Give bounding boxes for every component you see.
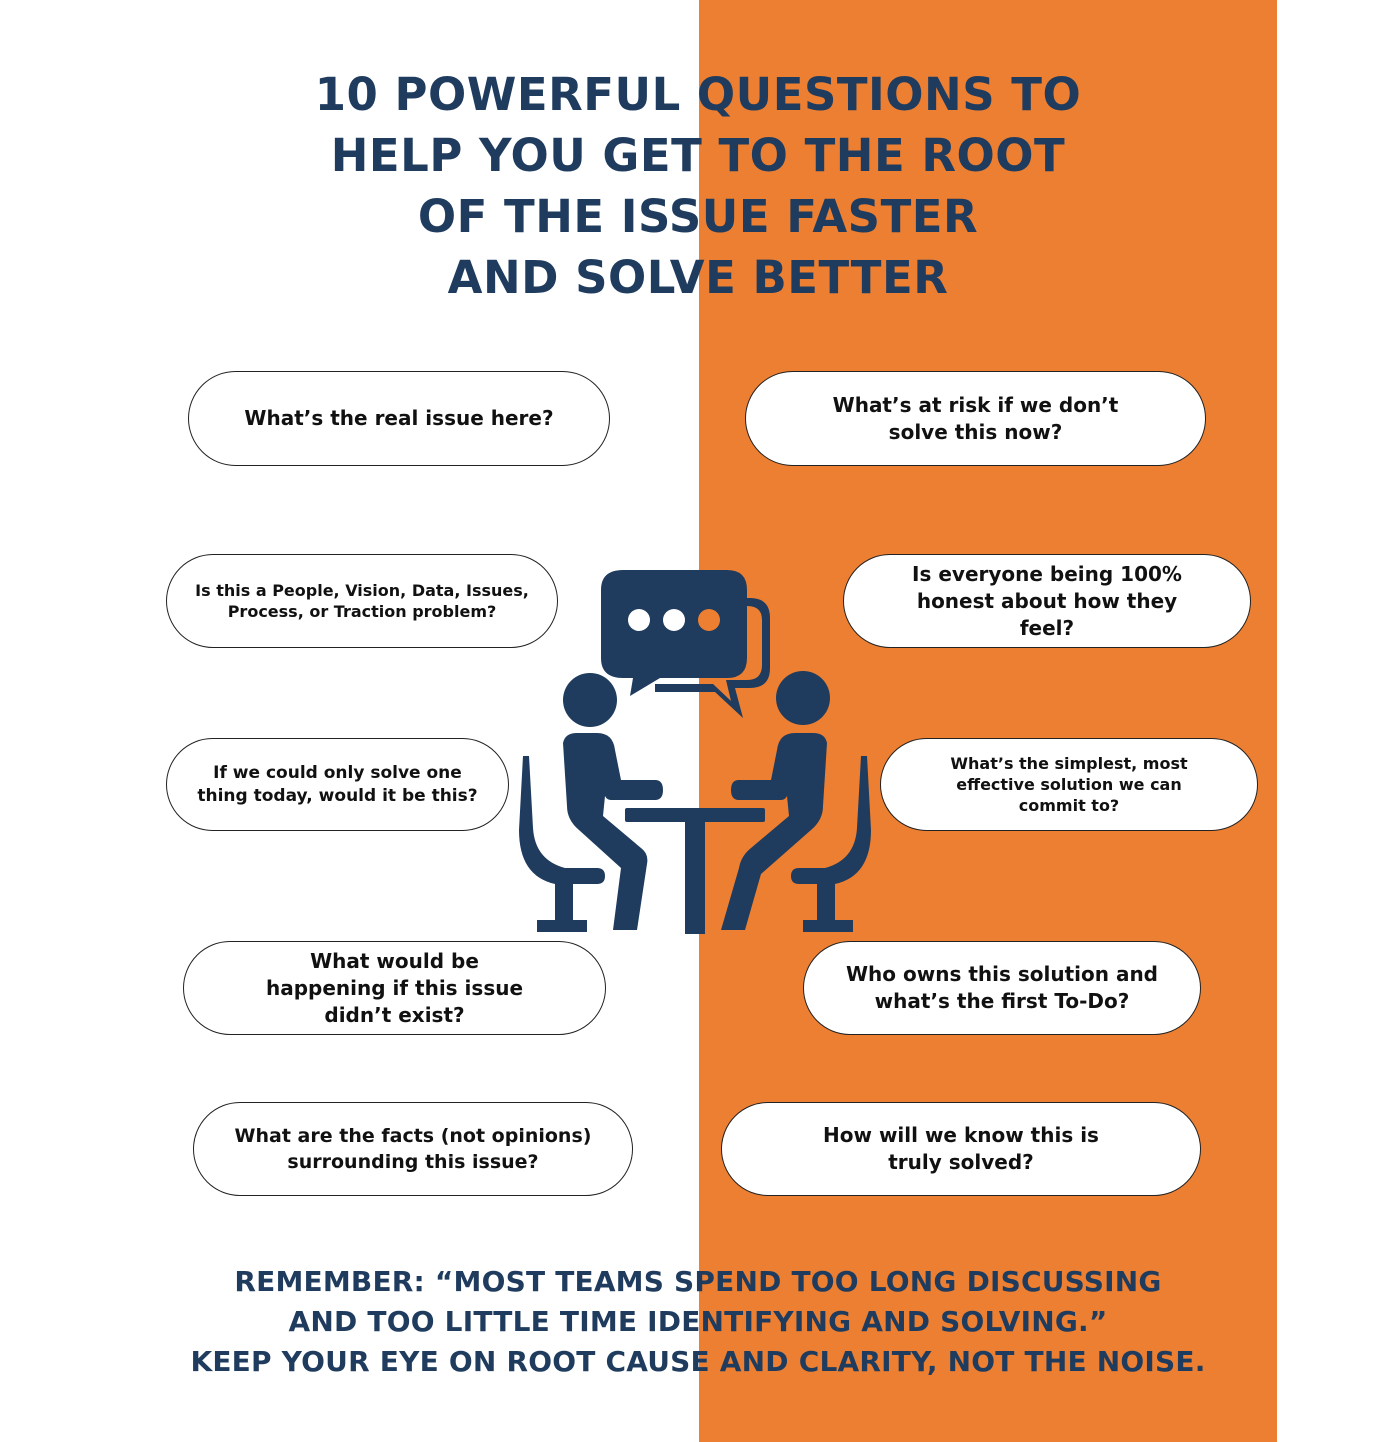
question-bubble-3 bbox=[166, 554, 558, 648]
left-person-body bbox=[563, 733, 663, 930]
front-speech-bubble bbox=[601, 570, 747, 696]
question-bubble-6 bbox=[880, 738, 1258, 831]
question-text: What’s the real issue here? bbox=[244, 406, 554, 430]
question-text: Is this a People, Vision, Data, Issues, Process, or Traction problem? bbox=[195, 581, 529, 621]
question-bubble-1 bbox=[188, 371, 610, 466]
question-text: What are the facts (not opinions) surrounding this issue? bbox=[234, 1125, 592, 1173]
footer-reminder bbox=[100, 1262, 1296, 1382]
speech-dot bbox=[628, 609, 650, 631]
speech-dot bbox=[663, 609, 685, 631]
question-text: Is everyone being 100% honest about how they feel? bbox=[912, 561, 1182, 640]
title-line: OF THE ISSUE FASTER bbox=[417, 190, 979, 243]
right-person-body bbox=[721, 733, 827, 930]
question-bubble-9 bbox=[193, 1102, 633, 1196]
page-title bbox=[190, 64, 1206, 308]
question-text: If we could only solve one thing today, would it be this? bbox=[197, 762, 478, 806]
title-line: AND SOLVE BETTER bbox=[447, 251, 949, 304]
right-person-head bbox=[776, 671, 830, 725]
question-bubble-8 bbox=[803, 941, 1201, 1035]
question-text: What would be happening if this issue didn’t exist? bbox=[265, 948, 524, 1027]
table-top bbox=[625, 808, 765, 822]
left-person-head bbox=[563, 673, 617, 727]
footer-line: KEEP YOUR EYE ON ROOT CAUSE AND CLARITY, NOT THE NOISE. bbox=[190, 1345, 1206, 1378]
question-text: How will we know this is truly solved? bbox=[823, 1123, 1099, 1174]
question-bubble-10 bbox=[721, 1102, 1201, 1196]
footer-line: AND TOO LITTLE TIME IDENTIFYING AND SOLVING.” bbox=[288, 1305, 1108, 1338]
question-bubble-7 bbox=[183, 941, 606, 1035]
title-line: HELP YOU GET TO THE ROOT bbox=[330, 129, 1066, 182]
table-leg bbox=[685, 822, 705, 934]
speech-dot bbox=[698, 609, 720, 631]
question-text: Who owns this solution and what’s the first To-Do? bbox=[846, 962, 1158, 1013]
question-bubble-5 bbox=[166, 738, 509, 831]
title-line: 10 POWERFUL QUESTIONS TO bbox=[314, 68, 1082, 121]
question-bubble-4 bbox=[843, 554, 1251, 648]
meeting-conversation-icon bbox=[515, 568, 875, 938]
question-bubble-2 bbox=[745, 371, 1206, 466]
footer-line: REMEMBER: “MOST TEAMS SPEND TOO LONG DISCUSSING bbox=[234, 1265, 1162, 1298]
question-text: What’s at risk if we don’t solve this now? bbox=[832, 392, 1119, 444]
question-text: What’s the simplest, most effective solution we can commit to? bbox=[950, 754, 1188, 815]
